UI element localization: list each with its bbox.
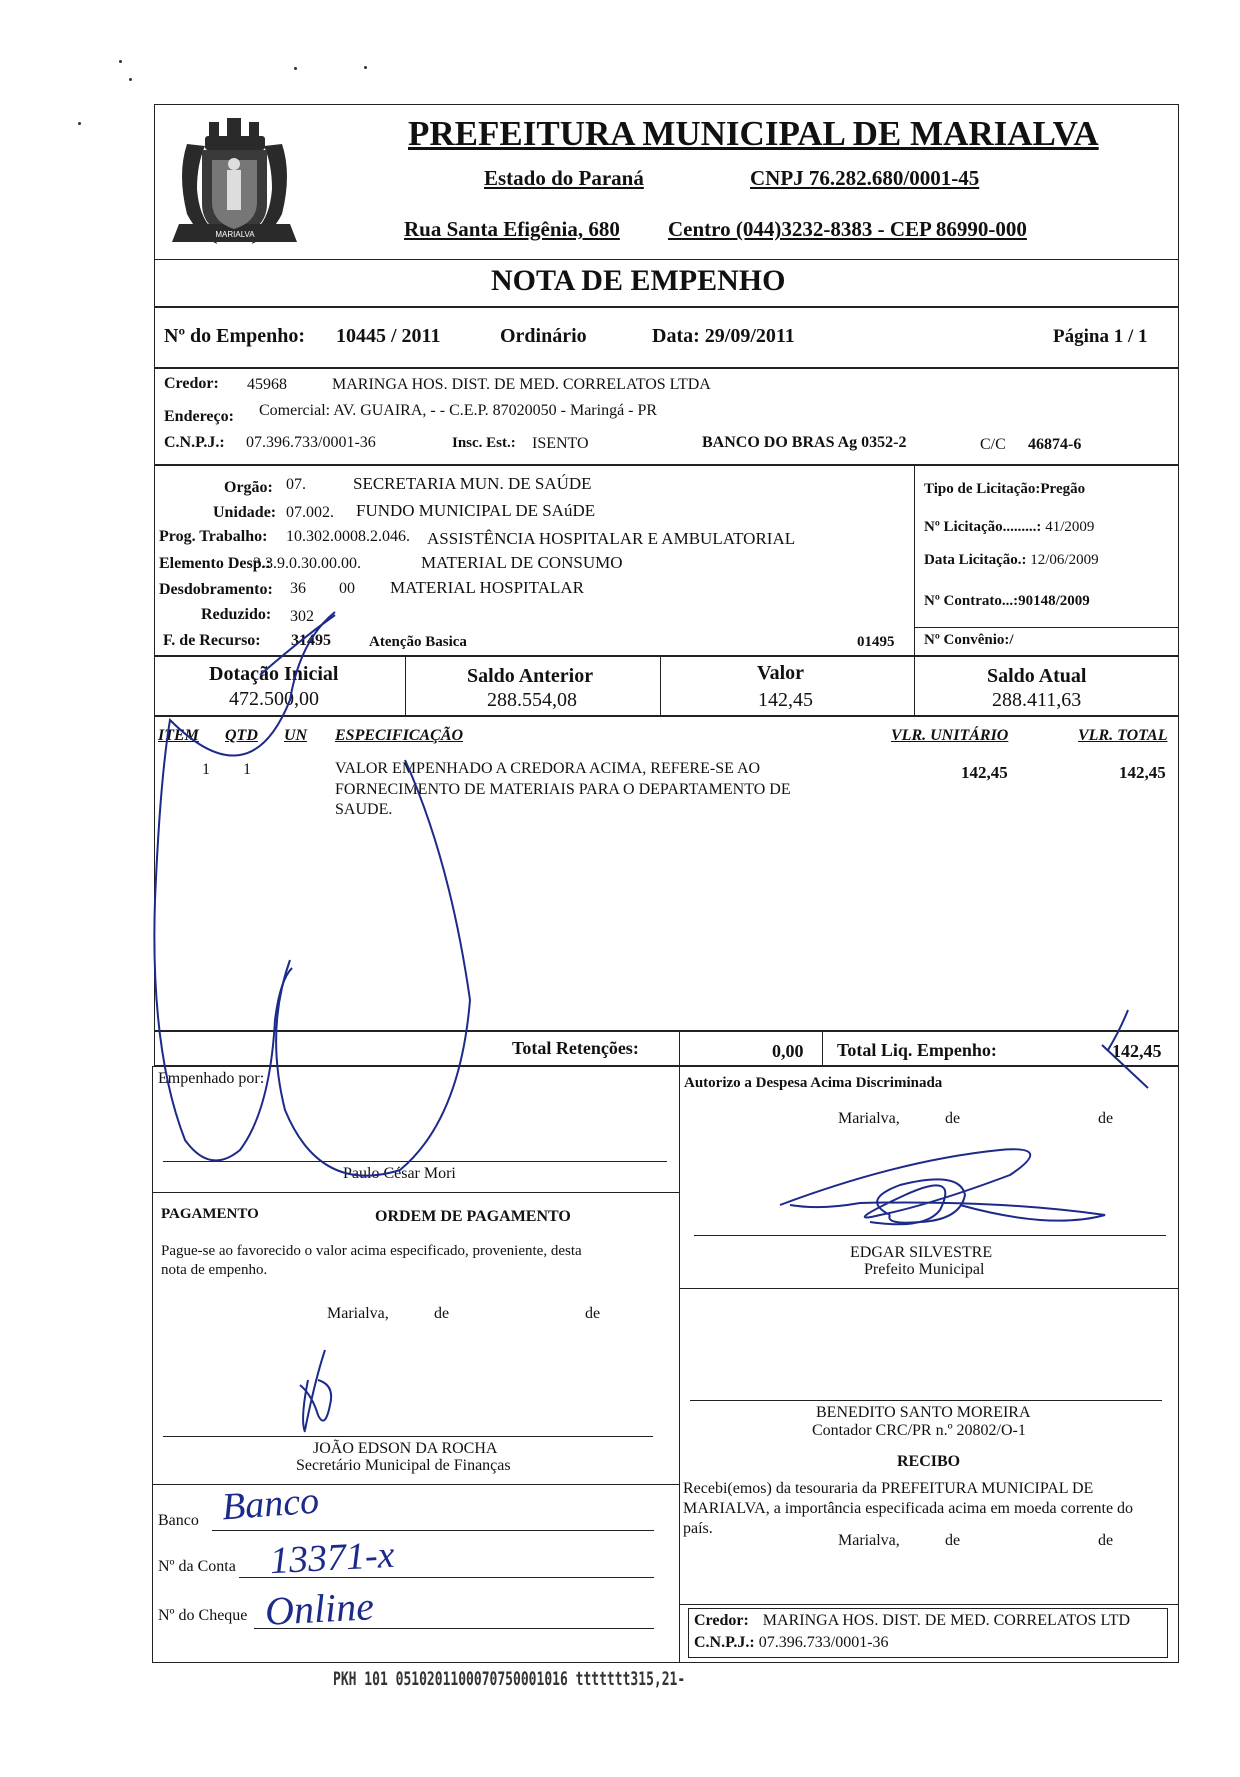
address-rest: Centro (044)3232-8383 - CEP 86990-000 [668,217,1027,241]
endereco-label: Endereço: [164,408,234,425]
saldo-anterior-label: Saldo Anterior [467,665,594,687]
banco-label: Banco [158,1512,199,1529]
credor-name: MARINGA HOS. DIST. DE MED. CORRELATOS LTDA [332,376,711,393]
col-especificacao: ESPECIFICAÇÃO [335,727,464,744]
cc-value: 46874-6 [1028,436,1082,453]
item-spec-line2: FORNECIMENTO DE MATERIAIS PARA O DEPARTAMENTO DE [335,781,791,798]
recibo-credor-name: MARINGA HOS. DIST. DE MED. CORRELATOS LTD [762,1612,1131,1629]
recibo-text-2: MARIALVA, a importância especificada acima em moeda corrente do [683,1500,1134,1517]
fonte-value: 31495 [291,632,331,649]
unidade-label: Unidade: [213,504,277,521]
scan-speck [364,66,367,69]
recibo-credor-label: Credor: [694,1612,749,1629]
item-number: 1 [202,761,210,778]
fonte-label: F. de Recurso: [163,632,261,649]
item-unit-price: 142,45 [961,763,1008,782]
bank-info: BANCO DO BRAS Ag 0352-2 [702,434,907,451]
elemento-name: MATERIAL DE CONSUMO [421,553,623,572]
empenhado-divider [152,1192,679,1193]
pagamento-signature-line [163,1436,653,1437]
insc-value: ISENTO [532,435,589,452]
prefeito-name: EDGAR SILVESTRE [850,1244,993,1261]
endereco-value: Comercial: AV. GUAIRA, - - C.E.P. 87020050 - Maringá - PR [259,402,658,419]
data-licitacao-label: Data Licitação.: [924,552,1027,568]
col-vlr-total: VLR. TOTAL [1078,727,1168,744]
totals-divider-2 [822,1031,823,1066]
unidade-code: 07.002. [286,504,334,521]
address-street: Rua Santa Efigênia, 680 [404,217,620,241]
empenhado-por-label: Empenhado por: [158,1070,265,1087]
autorizo-label: Autorizo a Despesa Acima Discriminada [684,1075,943,1091]
cheque-label: Nº do Cheque [158,1607,248,1624]
saldos-divider-3 [914,656,915,716]
contador-role: Contador CRC/PR n.º 20802/O-1 [812,1422,1026,1439]
document-title: NOTA DE EMPENHO [491,264,786,297]
saldo-atual-value: 288.411,63 [992,689,1082,711]
state-name: Estado do Paraná [484,166,644,190]
recibo-city: Marialva, [838,1532,900,1549]
desdobramento-sub: 00 [339,580,355,597]
empenhado-name: Paulo César Mori [343,1165,456,1182]
recibo-divider [679,1604,1179,1605]
dotacao-inicial-label: Dotação Inicial [209,663,339,685]
autorizo-de-1: de [945,1110,961,1127]
svg-text:MARIALVA: MARIALVA [215,230,255,239]
recibo-de-1: de [945,1532,961,1549]
totals-box [154,1031,1179,1066]
total-retencoes-label: Total Retenções: [512,1038,639,1058]
credor-cnpj: 07.396.733/0001-36 [246,434,376,451]
item-total-price: 142,45 [1119,763,1166,782]
elemento-label: Elemento Desp.: [159,555,271,572]
dotacao-inicial-value: 472.500,00 [229,688,319,710]
autorizo-signature-line [694,1235,1166,1236]
reduzido-label: Reduzido: [201,606,272,623]
orgao-code: 07. [286,476,306,493]
fonte-name: Atenção Basica [369,634,467,650]
credor-label: Credor: [164,375,219,392]
col-un: UN [284,727,308,744]
secretario-role: Secretário Municipal de Finanças [296,1457,511,1474]
insc-label: Insc. Est.: [452,435,516,451]
pagamento-text-2: nota de empenho. [161,1262,268,1278]
scan-speck [129,78,132,81]
recibo-cnpj [694,1634,889,1652]
valor-label: Valor [757,662,805,684]
scan-speck [119,60,122,63]
item-qtd: 1 [243,761,251,778]
pagamento-label: PAGAMENTO [161,1206,259,1222]
totals-divider-1 [679,1031,680,1066]
cc-label: C/C [980,436,1006,453]
convenio: Nº Convênio:/ [924,632,1014,648]
recibo-title: RECIBO [897,1453,961,1470]
saldos-divider-2 [660,656,661,716]
unidade-name: FUNDO MUNICIPAL DE SAúDE [356,501,596,520]
col-item: ITEM [158,727,199,744]
numero-licitacao-label: Nº Licitação.........: [924,519,1042,535]
empenho-date: Data: 29/09/2011 [652,325,795,347]
tipo-licitacao: Tipo de Licitação:Pregão [924,481,1086,497]
data-licitacao-value: 12/06/2009 [1030,552,1099,568]
header-divider [154,259,1179,260]
empenho-label: Nº do Empenho: [164,325,306,347]
saldos-divider-1 [405,656,406,716]
col-qtd: QTD [225,727,258,744]
empenhado-signature-line [163,1161,667,1162]
pagamento-city: Marialva, [327,1305,389,1322]
pagamento-de-2: de [585,1305,601,1322]
desdobramento-label: Desdobramento: [159,581,273,598]
recibo-cnpj-value: 07.396.733/0001-36 [758,1634,889,1651]
pagamento-de-1: de [434,1305,450,1322]
secretario-name: JOÃO EDSON DA ROCHA [313,1440,498,1457]
footer-code: PKH 101 0510201100070750001016 ttttttt315,21- [333,1669,686,1691]
orgao-name: SECRETARIA MUN. DE SAÚDE [353,474,592,493]
valor-value: 142,45 [758,689,813,711]
conta-label: Nº da Conta [158,1558,236,1575]
prefeito-role: Prefeito Municipal [864,1261,985,1278]
item-spec-line1: VALOR EMPENHADO A CREDORA ACIMA, REFERE-SE AO [335,760,761,777]
page-title: PREFEITURA MUNICIPAL DE MARIALVA [408,114,1099,153]
pagamento-text-1: Pague-se ao favorecido o valor acima especificado, proveniente, desta [161,1243,582,1259]
data-licitacao [924,552,1099,569]
orgao-label: Orgão: [224,479,273,496]
fonte-divider [914,627,1179,628]
item-spec-line3: SAUDE. [335,801,393,818]
banco-field-line [212,1530,654,1531]
elemento-code: 3.3.9.0.30.00.00. [253,555,361,572]
autorizo-city: Marialva, [838,1110,900,1127]
prog-name: ASSISTÊNCIA HOSPITALAR E AMBULATORIAL [427,529,796,548]
col-vlr-unitario: VLR. UNITÁRIO [891,727,1009,744]
autorizo-divider [679,1288,1179,1289]
saldo-anterior-value: 288.554,08 [487,689,577,711]
coat-of-arms-logo [157,104,312,259]
total-liquido-value: 142,45 [1112,1041,1162,1061]
scan-speck [294,67,297,70]
contador-name: BENEDITO SANTO MOREIRA [816,1404,1031,1421]
numero-licitacao-value: 41/2009 [1045,519,1095,535]
lower-divider [679,1066,680,1663]
scan-speck [78,122,81,125]
recibo-de-2: de [1098,1532,1114,1549]
ordem-pagamento-title: ORDEM DE PAGAMENTO [375,1208,571,1225]
recibo-cnpj-label: C.N.P.J.: [694,1634,755,1651]
banco-handwritten: Banco [220,1479,321,1529]
total-retencoes-value: 0,00 [772,1041,804,1061]
empenho-number: 10445 / 2011 [336,325,441,347]
fonte-code: 01495 [857,634,895,650]
autorizo-de-2: de [1098,1110,1114,1127]
reduzido-value: 302 [290,608,314,625]
empenho-type: Ordinário [500,325,587,347]
desdobramento-code: 36 [290,580,306,597]
recibo-credor [694,1612,1130,1630]
recibo-text-3: país. [683,1520,713,1537]
total-liquido-label: Total Liq. Empenho: [837,1040,997,1060]
conta-handwritten: 13371-x [268,1533,396,1583]
cnpj-label: C.N.P.J.: [164,434,225,451]
cheque-handwritten: Online [263,1583,375,1634]
credor-code: 45968 [247,376,287,393]
page-number: Página 1 / 1 [1053,326,1148,347]
contador-signature-line [690,1400,1162,1401]
prog-code: 10.302.0008.2.046. [286,528,410,545]
contrato: Nº Contrato...:90148/2009 [924,593,1090,609]
desdobramento-name: MATERIAL HOSPITALAR [390,578,584,597]
saldo-atual-label: Saldo Atual [987,665,1087,687]
prog-label: Prog. Trabalho: [159,528,268,545]
numero-licitacao [924,519,1094,536]
recibo-text-1: Recebi(emos) da tesouraria da PREFEITURA MUNICIPAL DE [683,1480,1094,1497]
municipal-cnpj: CNPJ 76.282.680/0001-45 [750,166,980,190]
